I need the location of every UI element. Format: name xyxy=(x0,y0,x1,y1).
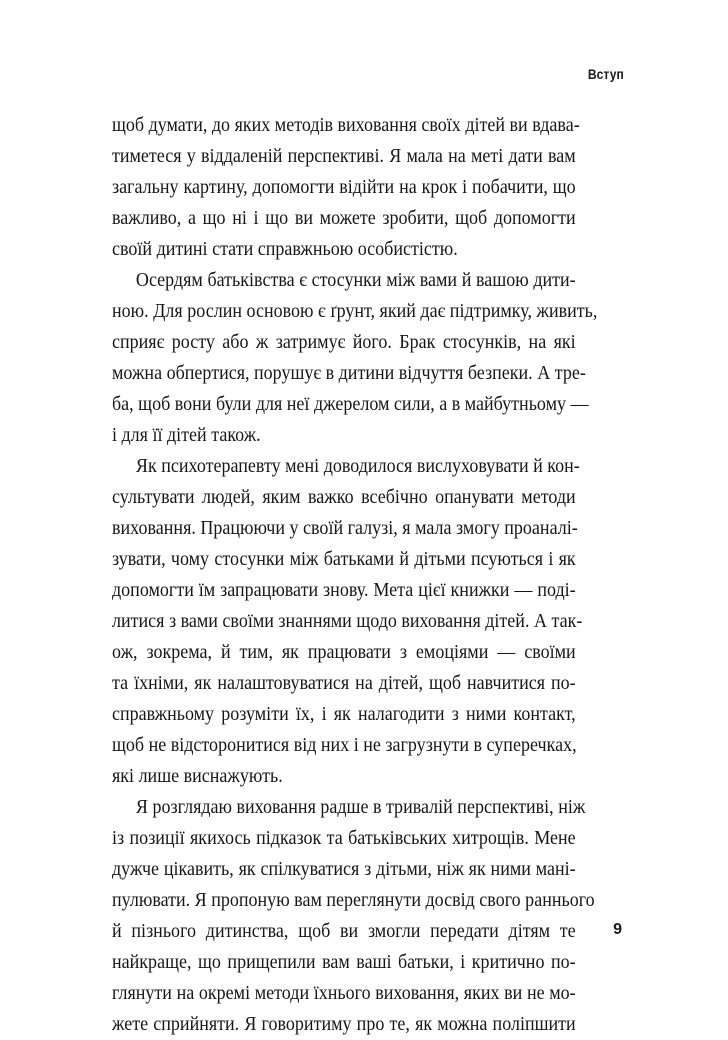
text-line: можна обпертися, порушує в дитини відчуття безпеки. А тре- xyxy=(112,363,586,384)
text-line: ною. Для рослин основою є ґрунт, який дає підтримку, живить, xyxy=(112,301,598,322)
text-line: виховання. Працюючи у своїй галузі, я мала змогу проаналі- xyxy=(112,518,578,539)
text-line: справжньому розуміти їх, і як налагодити з ними контакт, xyxy=(112,704,576,725)
text-line: литися з вами своїми знаннями щодо виховання дітей. А так- xyxy=(112,611,583,632)
text-line: які лише виснажують. xyxy=(112,766,283,787)
text-line: сприяє росту або ж затримує його. Брак стосунків, на які xyxy=(112,332,576,353)
text-line: Як психотерапевту мені доводилося вислуховувати й кон- xyxy=(135,456,580,477)
text-line: загальну картину, допомогти відійти на крок і побачити, що xyxy=(112,177,576,198)
text-line: Осердям батьківства є стосунки між вами й вашою дити- xyxy=(135,270,576,291)
text-line: найкраще, що прищепили вам ваші батьки, і критично по- xyxy=(112,952,576,973)
running-header: Вступ xyxy=(588,66,624,82)
text-line: пулювати. Я пропоную вам переглянути досвід свого раннього xyxy=(112,890,595,911)
text-line: глянути на окремі методи їхнього виховання, яких ви не мо- xyxy=(112,983,576,1004)
text-line: ож, зокрема, й тим, як працювати з емоціями — своїми xyxy=(112,642,576,663)
text-line: жете сприйняти. Я говоритиму про те, як можна поліпшити xyxy=(112,1014,576,1035)
page-number: 9 xyxy=(613,921,622,938)
text-line: зувати, чому стосунки між батьками й дітьми псуються і як xyxy=(112,549,576,570)
body-text xyxy=(112,110,598,1040)
text-line: тиметеся у віддаленій перспективі. Я мала на меті дати вам xyxy=(112,146,576,167)
text-line: Я розглядаю виховання радше в тривалій перспективі, ніж xyxy=(135,797,586,818)
text-line: і для її дітей також. xyxy=(112,425,261,446)
text-line: своїй дитині стати справжньою особистістю. xyxy=(112,239,458,260)
text-line: щоб думати, до яких методів виховання своїх дітей ви вдава- xyxy=(112,115,580,136)
text-line: ба, щоб вони були для неї джерелом сили, а в майбутньому — xyxy=(112,394,589,415)
text-line: важливо, а що ні і що ви можете зробити, щоб допомогти xyxy=(112,208,576,229)
text-line: сультувати людей, яким важко всебічно опанувати методи xyxy=(112,487,576,508)
text-line: дужче цікавить, як спілкуватися з дітьми, ніж як ними мані- xyxy=(112,859,576,880)
text-line: допомогти їм запрацювати знову. Мета цієї книжки — поді- xyxy=(112,580,576,601)
text-line: та їхніми, як налаштовуватися на дітей, щоб навчитися по- xyxy=(112,673,576,694)
text-line: щоб не відсторонитися від них і не загрузнути в суперечках, xyxy=(112,735,577,756)
text-line: й пізнього дитинства, щоб ви змогли передати дітям те xyxy=(112,921,576,942)
text-line: із позиції якихось підказок та батьківських хитрощів. Мене xyxy=(112,828,576,849)
